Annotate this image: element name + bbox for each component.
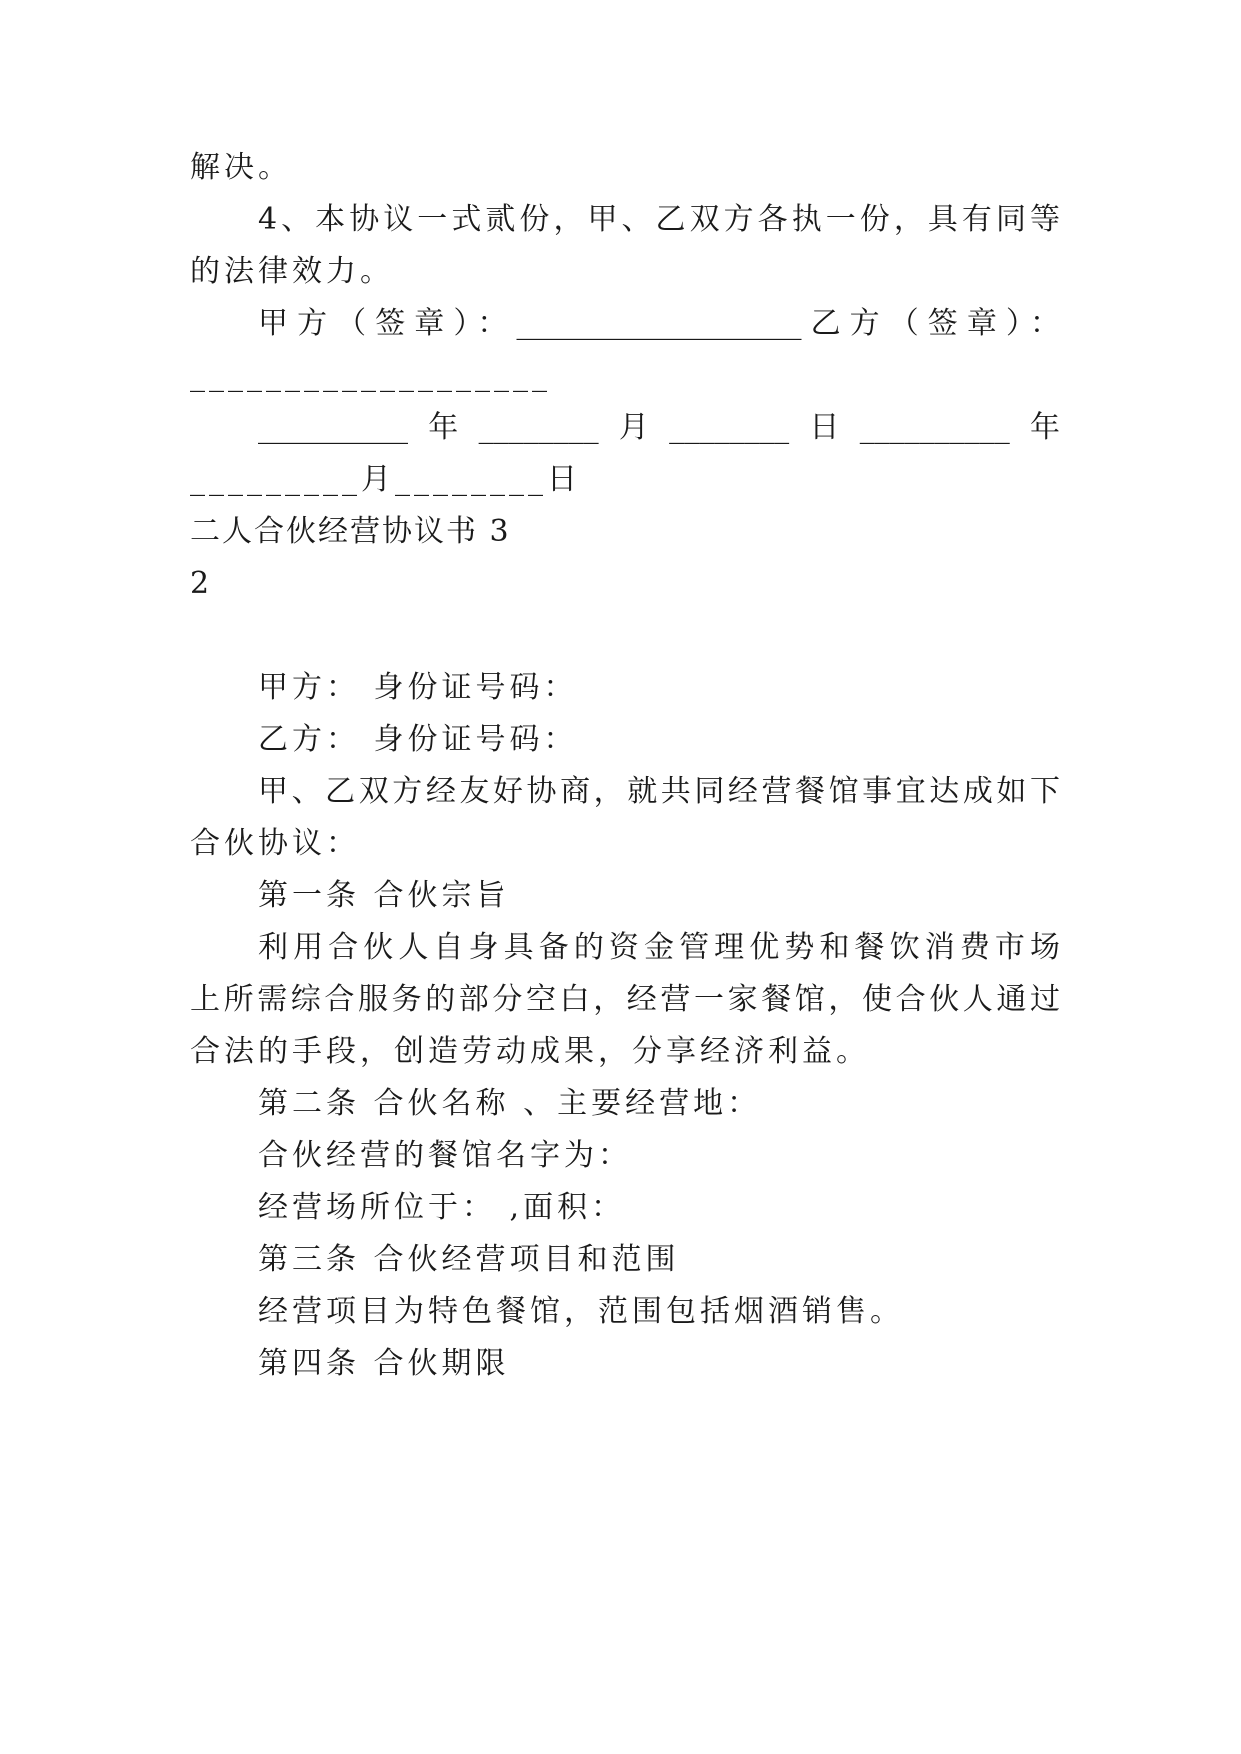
text-line: 经营项目为特色餐馆，范围包括烟酒销售。 [258, 1294, 904, 1329]
document-title: 二人合伙经营协议书 3 [190, 514, 511, 549]
text-line: 解决。 [190, 150, 292, 185]
article-heading: 第四条 合伙期限 [258, 1346, 510, 1381]
text-line: 利用合伙人自身具备的资金管理优势和餐饮消费市场 [258, 930, 1060, 965]
date-line: _________月________日 [190, 462, 581, 497]
party-b-line: 乙方： 身份证号码： [258, 722, 578, 757]
text-line: 甲、乙双方经友好协商，就共同经营餐馆事宜达成如下 [258, 774, 1060, 809]
article-heading: 第一条 合伙宗旨 [258, 878, 510, 913]
text-line: 经营场所位于： ,面积： [258, 1190, 626, 1225]
article-heading: 第二条 合伙名称 、主要经营地： [258, 1086, 762, 1121]
signature-line: 甲方（签章）：___________________乙方（签章）： [258, 306, 1060, 341]
text-line: 合伙经营的餐馆名字为： [258, 1138, 632, 1173]
text-line: 4、本协议一式贰份，甲、乙双方各执一份，具有同等 [258, 202, 1060, 237]
party-a-line: 甲方： 身份证号码： [258, 670, 578, 705]
date-line: __________年________月________日__________年 [258, 410, 1060, 445]
article-heading: 第三条 合伙经营项目和范围 [258, 1242, 680, 1277]
text-line: 上所需综合服务的部分空白，经营一家餐馆，使合伙人通过 [190, 982, 1060, 1017]
text-line: 合法的手段，创造劳动成果，分享经济利益。 [190, 1034, 870, 1069]
page-number: 2 [190, 566, 214, 601]
text-line: 的法律效力。 [190, 254, 394, 289]
text-line: 合伙协议： [190, 826, 360, 861]
signature-blank: ___________________ [190, 358, 551, 393]
